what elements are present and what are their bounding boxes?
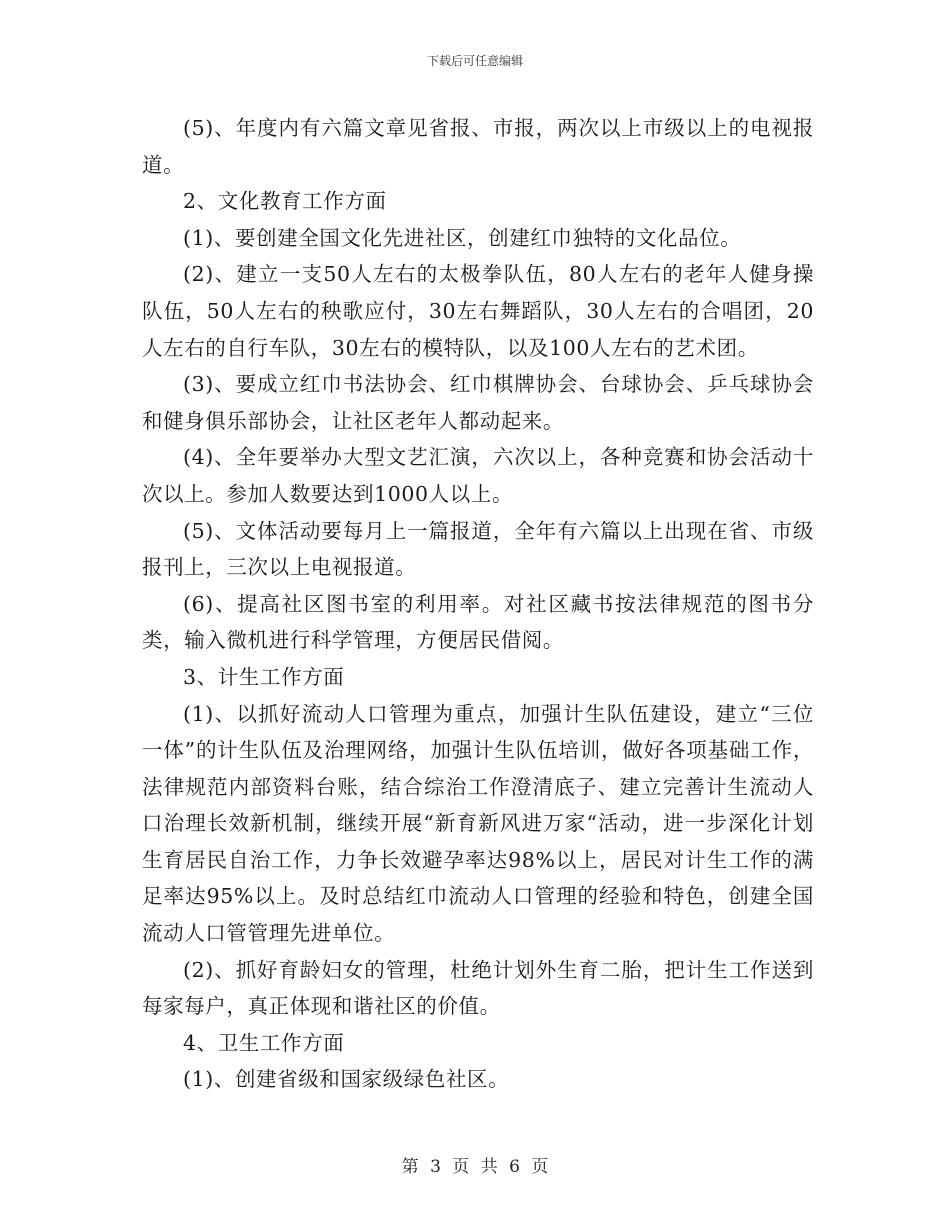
section-heading-health: 4、卫生工作方面 [183, 1030, 345, 1055]
document-body [142, 110, 814, 1098]
section-heading-family-planning: 3、计生工作方面 [183, 664, 345, 689]
paragraph-culture-4: (4)、全年要举办大型文艺汇演，六次以上，各种竞赛和协会活动十次以上。参加人数要达到1000人以上。 [142, 445, 814, 506]
paragraph-planning-2: (2)、抓好育龄妇女的管理，杜绝计划外生育二胎，把计生工作送到每家每户，真正体现和谐社区的价值。 [142, 957, 814, 1019]
section-heading-culture-education: 2、文化教育工作方面 [183, 189, 387, 214]
paragraph-culture-3: (3)、要成立红巾书法协会、红巾棋牌协会、台球协会、乒乓球协会和健身俱乐部协会，让社区老年人都动起来。 [142, 372, 814, 433]
paragraph-culture-2: (2)、建立一支50人左右的太极拳队伍，80人左右的老年人健身操队伍，50人左右的秧歌应付，30左右舞蹈队，30人左右的合唱团，20人左右的自行车队，30左右的模特队，以及100人左右的艺术团。 [142, 262, 814, 360]
paragraph-item-5-media: (5)、年度内有六篇文章见省报、市报，两次以上市级以上的电视报道。 [142, 116, 814, 177]
page-header-note: 下载后可任意编辑 [426, 54, 523, 68]
paragraph-culture-1: (1)、要创建全国文化先进社区，创建红巾独特的文化品位。 [183, 225, 742, 250]
paragraph-culture-6: (6)、提高社区图书室的利用率。对社区藏书按法律规范的图书分类，输入微机进行科学管理，方便居民借阅。 [142, 591, 814, 653]
paragraph-health-1: (1)、创建省级和国家级绿色社区。 [183, 1067, 510, 1092]
page-number-footer: 第 3 页 共 6 页 [401, 1157, 549, 1177]
paragraph-planning-1: (1)、以抓好流动人口管理为重点，加强计生队伍建设，建立“三位一体”的计生队伍及治理网络，加强计生队伍培训，做好各项基础工作，法律规范内部资料台账，结合综治工作澄清底子、建立完善计生流动人口治理长效新机制，继续开展“新育新风进万家“活动，进一步深化计划生育居民自治工作，力争长效避孕率达98%以上，居民对计生工作的满足率达95%以上。及时总结红巾流动人口管理的经验和特色，创建全国流动人口管管理先进单位。 [142, 701, 814, 946]
paragraph-culture-5: (5)、文体活动要每月上一篇报道，全年有六篇以上出现在省、市级报刊上，三次以上电视报道。 [142, 518, 814, 580]
